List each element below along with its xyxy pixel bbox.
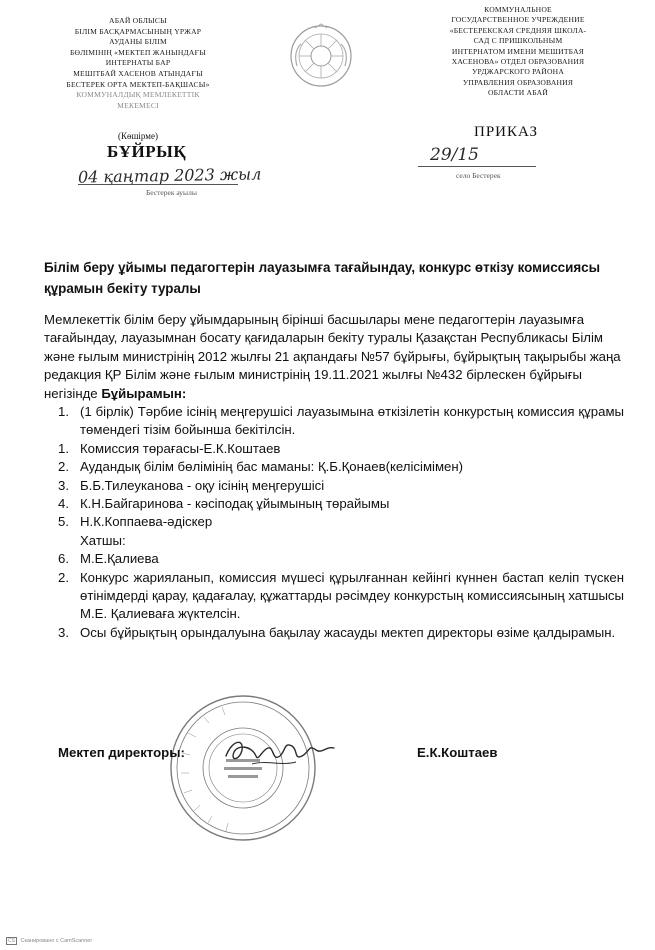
item-number: 2. [58, 569, 69, 585]
item-text: Конкурс жарияланып, комиссия мүшесі құрылғаннан кейінгі күннен бастап келіп түскен өтінімдерді қарау, қадағалау, құжаттарды рәсімдеу конкурстың комиссиясының хатшысы М.Е. Қалиеваға жүктелсін. [80, 569, 624, 622]
item-text: М.Е.Қалиева [80, 551, 159, 567]
signatory-name: Е.К.Коштаев [417, 745, 498, 760]
item-number: 6. [58, 551, 69, 567]
header-left-line: ИНТЕРНАТЫ БАР [105, 58, 171, 68]
header-left-line: АБАЙ ОБЛЫСЫ [109, 16, 167, 25]
header-right-line: УПРАВЛЕНИЯ ОБРАЗОВАНИЯ [462, 77, 574, 87]
member-item [44, 440, 624, 458]
order-title-kz: БҰЙРЫҚ [107, 142, 187, 161]
document-title: Білім беру ұйымы педагогтерін лауазымға тағайындау, конкурс өткізу комиссиясы құрамын бекіту туралы [44, 260, 601, 296]
order-items [44, 403, 624, 642]
state-emblem-icon [287, 22, 355, 90]
item-text: (1 бірлік) Тәрбие ісінің меңгерушісі лауазымына өткізілетін конкурстың комиссия құрамы төмендегі тізім бойынша бекітілсін. [80, 404, 624, 438]
item-number: 2. [58, 459, 69, 475]
signature-label: Мектеп директоры: [58, 745, 185, 760]
header-right-line: ИНТЕРНАТОМ ИМЕНИ МЕШИТБАЯ [451, 46, 585, 56]
item-number: 3. [58, 477, 69, 493]
header-right-line: ХАСЕНОВА» ОТДЕЛ ОБРАЗОВАНИЯ [451, 57, 585, 67]
item-number: 1. [58, 440, 69, 456]
place-ru: село Бестерек [456, 171, 501, 180]
member-item [44, 513, 624, 531]
header-left [38, 16, 238, 111]
item-text: Б.Б.Тилеуканова - оқу ісінің меңгерушісі [80, 477, 325, 493]
header-right [418, 5, 618, 99]
place-kz: Бестерек ауылы [146, 188, 197, 197]
member-item [44, 495, 624, 513]
item-text: К.Н.Байгаринова - кәсіподақ ұйымының төрайымы [80, 496, 390, 512]
secretary-label: Хатшы: [80, 532, 126, 548]
header-right-line: ГОСУДАРСТВЕННОЕ УЧРЕЖДЕНИЕ [451, 15, 585, 25]
copy-label: (Көшірме) [118, 131, 158, 141]
number-underline [418, 166, 536, 167]
header-left-line: МЕКЕМЕСІ [117, 100, 159, 110]
item-text: Аудандық білім бөлімінің бас маманы: Қ.Б.Қонаев(келісімімен) [80, 459, 464, 475]
scanner-badge: CS [8, 938, 15, 944]
header-right-line: УРДЖАРСКОГО РАЙОНА [471, 67, 565, 77]
header-left-line: КОММУНАЛДЫҚ МЕМЛЕКЕТТІК [76, 90, 200, 100]
preamble-bold: Бұйырамын: [101, 385, 187, 401]
director-signature [222, 726, 342, 776]
member-item [44, 477, 624, 495]
header-right-line: ОБЛАСТИ АБАЙ [487, 88, 549, 98]
header-left-line: БӨЛІМІНІҢ «МЕКТЕП ЖАНЫНДАҒЫ [69, 47, 207, 57]
header-right-line: «БЕСТЕРЕКСКАЯ СРЕДНЯЯ ШКОЛА- [449, 25, 587, 35]
list-item [44, 624, 624, 642]
member-item [44, 550, 624, 568]
date-underline [78, 184, 238, 185]
item-number: 1. [58, 404, 69, 419]
order-number-handwritten: 29/15 [430, 145, 479, 165]
header-left-line: МЕШІТБАЙ ХАСЕНОВ АТЫНДАҒЫ [73, 68, 203, 78]
member-item [44, 458, 624, 476]
header-left-line: БІЛІМ БАСҚАРМАСЫНЫҢ ҮРЖАР [74, 26, 202, 36]
header-left-line: БЕСТЕРЕК ОРТА МЕКТЕП-БАҚШАСЫ» [66, 79, 210, 89]
preamble-text: Мемлекеттік білім беру ұйымдарының бірінші басшылары мене педагогтерін лауазымға тағайындау, лауазымнан босату қағидаларын бекіту туралы Қазақстан Республикасы Білім және ғылым министрінің 2012 жылғы 21 ақпандағы №57 бұйрығы, бұйрықтың тақырыбы жаңа редакция ҚР Білім және ғылым министрінің 19.11.2021 жылғы №432 бірлескен бұйрығы негізінде [44, 312, 621, 401]
header-right-line: КОММУНАЛЬНОЕ [484, 5, 552, 14]
list-item [44, 403, 624, 440]
header-left-line: АУДАНЫ БІЛІМ [109, 37, 167, 47]
item-text: Н.К.Коппаева-әдіскер [80, 514, 213, 530]
item-text: Комиссия төрағасы-Е.К.Коштаев [80, 440, 281, 456]
preamble [44, 311, 624, 403]
item-number: 3. [58, 624, 69, 640]
header-right-line: САД С ПРИШКОЛЬНЫМ [473, 36, 563, 46]
item-text: Осы бұйрықтың орындалуына бақылау жасауды мектеп директоры өзіме қалдырамын. [80, 624, 616, 640]
order-title-ru: ПРИКАЗ [474, 124, 538, 140]
item-number: 4. [58, 496, 69, 512]
scanner-text: Сканировано с CamScanner [20, 938, 93, 944]
order-date-handwritten: 04 қаңтар 2023 жыл [77, 164, 262, 187]
list-item [44, 569, 624, 624]
scanner-watermark [6, 937, 92, 945]
item-number: 5. [58, 514, 69, 530]
